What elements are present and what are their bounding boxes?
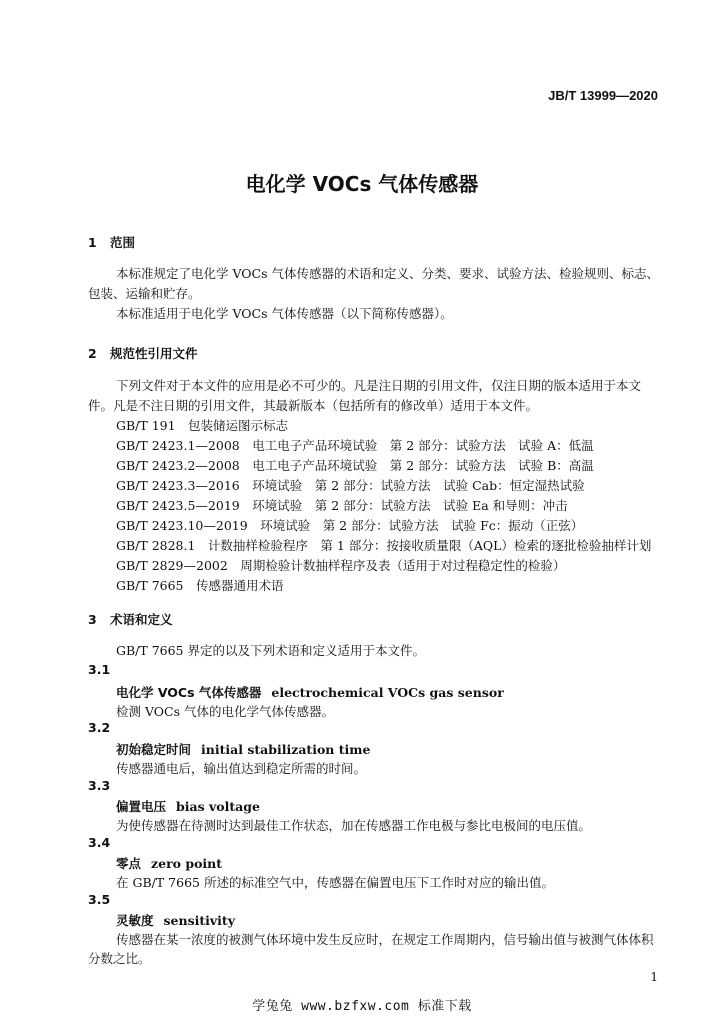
term-name	[116, 683, 504, 701]
term-zh: 零点	[116, 856, 142, 871]
term-en: electrochemical VOCs gas sensor	[271, 685, 504, 700]
document-title: 电化学 VOCs 气体传感器	[245, 172, 479, 196]
reference-item: GB/T 2423.10—2019 环境试验 第 2 部分：试验方法 试验 Fc：振动（正弦）	[116, 518, 584, 533]
term-definition: 检测 VOCs 气体的电化学气体传感器。	[116, 704, 334, 719]
reference-item: GB/T 2423.5—2019 环境试验 第 2 部分：试验方法 试验 Ea 和导则：冲击	[116, 498, 568, 513]
section-heading-terms	[88, 610, 173, 628]
standard-code: JB/T 13999—2020	[548, 88, 658, 103]
section-number: 2	[88, 346, 97, 361]
term-zh: 灵敏度	[116, 913, 154, 928]
section-title: 规范性引用文件	[110, 346, 198, 361]
term-name	[116, 740, 370, 758]
term-en: bias voltage	[176, 799, 260, 814]
section-heading-normative-references	[88, 344, 198, 362]
footer-watermark: 学兔兔 www.bzfxw.com 标准下载	[252, 999, 472, 1014]
paragraph-line: 本标准规定了电化学 VOCs 气体传感器的术语和定义、分类、要求、试验方法、检验规则、标志、	[116, 266, 659, 281]
reference-item: GB/T 2423.2—2008 电工电子产品环境试验 第 2 部分：试验方法 试验 B：高温	[116, 458, 594, 473]
section-title: 范围	[110, 235, 136, 250]
term-zh: 电化学 VOCs 气体传感器	[116, 685, 262, 700]
term-zh: 偏置电压	[116, 799, 167, 814]
reference-item: GB/T 2423.3—2016 环境试验 第 2 部分：试验方法 试验 Cab：恒定湿热试验	[116, 478, 585, 493]
term-number: 3.5	[88, 892, 111, 907]
section-title: 术语和定义	[110, 612, 173, 627]
paragraph-line: 本标准适用于电化学 VOCs 气体传感器（以下简称传感器）。	[116, 306, 453, 321]
paragraph-line: 下列文件对于本文件的应用是必不可少的。凡是注日期的引用文件，仅注日期的版本适用于本文	[116, 378, 642, 393]
reference-item: GB/T 2423.1—2008 电工电子产品环境试验 第 2 部分：试验方法 试验 A：低温	[116, 438, 594, 453]
paragraph-line: 件。凡是不注日期的引用文件，其最新版本（包括所有的修改单）适用于本文件。	[88, 398, 539, 413]
term-number: 3.1	[88, 662, 111, 677]
term-en: sensitivity	[163, 913, 235, 928]
term-definition: 在 GB/T 7665 所述的标准空气中，传感器在偏置电压下工作时对应的输出值。	[116, 875, 554, 890]
reference-item: GB/T 2828.1 计数抽样检验程序 第 1 部分：按接收质量限（AQL）检索的逐批检验抽样计划	[116, 538, 652, 553]
term-name	[116, 911, 235, 929]
reference-item: GB/T 7665 传感器通用术语	[116, 578, 284, 593]
paragraph-line: GB/T 7665 界定的以及下列术语和定义适用于本文件。	[116, 643, 425, 658]
term-definition: 为使传感器在待测时达到最佳工作状态，加在传感器工作电极与参比电极间的电压值。	[116, 818, 592, 833]
term-name	[116, 854, 222, 872]
section-number: 3	[88, 612, 97, 627]
term-zh: 初始稳定时间	[116, 742, 192, 757]
reference-item: GB/T 191 包装储运图示标志	[116, 418, 289, 433]
reference-item: GB/T 2829—2002 周期检验计数抽样程序及表（适用于对过程稳定性的检验）	[116, 558, 566, 573]
section-number: 1	[88, 235, 97, 250]
term-en: zero point	[151, 856, 223, 871]
section-heading-scope	[88, 233, 135, 251]
page-number: 1	[650, 970, 658, 984]
term-definition: 传感器通电后，输出值达到稳定所需的时间。	[116, 761, 367, 776]
term-en: initial stabilization time	[201, 742, 371, 757]
term-definition: 传感器在某一浓度的被测气体环境中发生反应时，在规定工作周期内，信号输出值与被测气体体积	[116, 932, 654, 947]
term-name	[116, 797, 260, 815]
term-number: 3.3	[88, 778, 111, 793]
term-number: 3.4	[88, 835, 111, 850]
term-definition: 分数之比。	[88, 951, 151, 966]
term-number: 3.2	[88, 720, 111, 735]
paragraph-line: 包装、运输和贮存。	[88, 286, 201, 301]
